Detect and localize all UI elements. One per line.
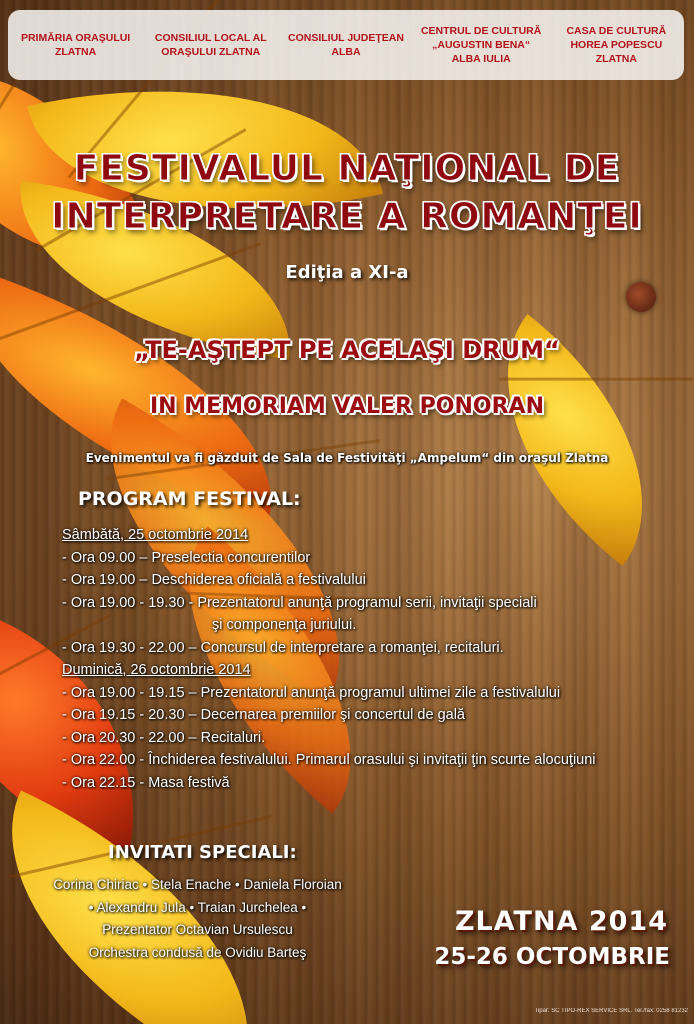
guests-line: Orchestra condusă de Ovidiu Barteş [88,944,307,960]
printer-credit: Tipar: SC TIPO-REX SERVICE SRL. Tel./fax: 0258 81232 [534,1008,688,1014]
program-day-label: Sâmbătă, 25 octombrie 2014 [62,527,249,543]
program-day-label: Duminică, 26 octombrie 2014 [62,662,251,678]
program-item: - Ora 22.00 - Închiderea festivalului. Primarul orasului şi invitaţii ţin scurte alocuţiuni [62,752,596,768]
guests-line: • Alexandru Jula • Traian Jurchelea • [88,899,307,915]
organizer-centrul-cultura: CENTRUL DE CULTURĂ „AUGUSTIN BENA“ ALBA IULIA [420,24,542,66]
program-item: - Ora 19.15 - 20.30 – Decernarea premiilor şi concertul de gală [62,707,465,723]
festival-title-line1: FESTIVALUL NAŢIONAL DE [73,148,621,189]
in-memoriam: IN MEMORIAM VALER PONORAN [149,394,544,419]
edition-label: Ediţia a XI-a [285,262,409,283]
program-item: - Ora 22.15 - Masa festivă [62,774,230,791]
program-item: - Ora 19.00 – Deschiderea oficială a festivalului [62,572,366,588]
program-item: - Ora 19.30 - 22.00 – Concursul de interpretare a romanţei, recitaluri. [62,639,504,656]
program-item: - Ora 20.30 - 22.00 – Recitaluri. [62,729,266,746]
program-list [62,524,662,794]
program-item-continuation: şi componenţa juriului. [212,617,357,633]
guests-list [20,874,375,964]
guests-line: Prezentator Octavian Ursulescu [102,922,293,937]
organizer-consiliul-local: CONSILIUL LOCAL AL ORAŞULUI ZLATNA [154,31,267,58]
organizers-bar [8,10,684,80]
program-item: - Ora 09.00 – Preselectia concurentilor [62,549,311,566]
festival-motto: „TE-AŞTEPT PE ACELAŞI DRUM“ [134,336,560,364]
organizer-primaria: PRIMĂRIA ORAŞULUI ZLATNA [20,31,131,58]
venue-text: Evenimentul va fi găzduit de Sala de Festivităţi „Ampelum“ din oraşul Zlatna [85,451,609,465]
city-year: ZLATNA 2014 [454,906,668,937]
organizer-casa-cultura: CASA DE CULTURĂ HOREA POPESCU ZLATNA [566,24,667,66]
guests-line: Corina Chiriac • Stela Enache • Daniela Floroian [53,877,342,892]
festival-title-line2: INTERPRETARE A ROMANŢEI [51,196,643,237]
program-heading: PROGRAM FESTIVAL: [78,488,301,510]
festival-dates: 25-26 OCTOMBRIE [434,944,670,970]
nail-decoration [626,282,656,312]
program-item: - Ora 19.00 - 19.15 – Prezentatorul anunţă programul ultimei zile a festivalului [62,684,561,701]
program-item: - Ora 19.00 - 19.30 - Prezentatorul anunţă programul serii, invitaţii speciali [62,594,537,611]
organizer-consiliul-judetean: CONSILIUL JUDEŢEAN ALBA [288,31,404,58]
guests-heading: INVITATI SPECIALI: [108,842,297,863]
